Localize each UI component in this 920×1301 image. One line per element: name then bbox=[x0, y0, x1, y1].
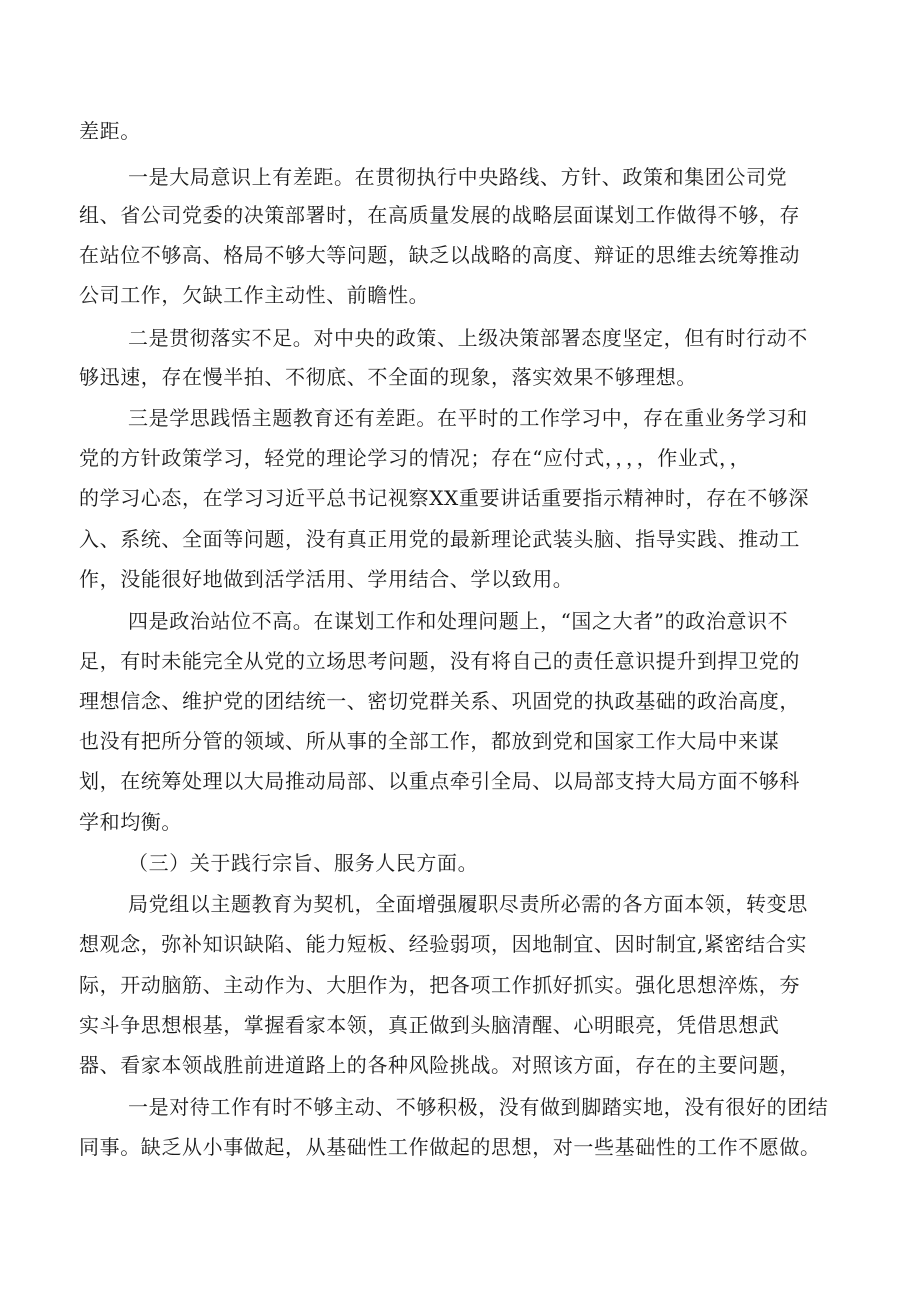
text-line: 三是学思践悟主题教育还有差距。在平时的工作学习中，存在重业务学习和 bbox=[128, 406, 808, 430]
text-line: 学和均衡。 bbox=[79, 810, 182, 834]
text-line: 足，有时未能完全从党的立场思考问题，没有将自己的责任意识提升到捍卫党的 bbox=[79, 649, 800, 673]
text-line: 组、省公司党委的决策部署时，在高质量发展的战略层面谋划工作做得不够，存 bbox=[79, 203, 800, 227]
text-line: 理想信念、维护党的团结统一、密切党群关系、巩固党的执政基础的政治高度， bbox=[79, 689, 800, 713]
text-line: 际，开动脑筋、主动作为、大胆作为，把各项工作抓好抓实。强化思想淬炼，夯 bbox=[79, 973, 800, 997]
text-line: 同事。缺乏从小事做起，从基础性工作做起的思想，对一些基础性的工作不愿做。 bbox=[79, 1135, 821, 1159]
text-line: 的学习心态，在学习习近平总书记视察XX重要讲话重要指示精神时，存在不够深 bbox=[79, 486, 810, 510]
text-line: 够迅速，存在慢半拍、不彻底、不全面的现象，落实效果不够理想。 bbox=[79, 365, 697, 389]
text-line: 公司工作，欠缺工作主动性、前瞻性。 bbox=[79, 283, 430, 307]
text-line: 局党组以主题教育为契机，全面增强履职尽责所必需的各方面本领，转变思 bbox=[128, 892, 808, 916]
text-line: 四是政治站位不高。在谋划工作和处理问题上，“国之大者”的政治意识不 bbox=[128, 609, 789, 633]
text-line: 一是对待工作有时不够主动、不够积极，没有做到脚踏实地，没有很好的团结 bbox=[128, 1095, 829, 1119]
section-heading: （三）关于践行宗旨、服务人民方面。 bbox=[128, 851, 479, 875]
text-line: 党的方针政策学习，轻党的理论学习的情况；存在“应付式，，，，作业式，， bbox=[79, 446, 751, 470]
text-line: 差距。 bbox=[79, 119, 141, 143]
text-line: 作，没能很好地做到活学活用、学用结合、学以致用。 bbox=[79, 567, 574, 591]
text-line: 在站位不够高、格局不够大等问题，缺乏以战略的高度、辩证的思维去统筹推动 bbox=[79, 243, 800, 267]
text-line: 实斗争思想根基，掌握看家本领，真正做到头脑清醒、心明眼亮，凭借思想武 bbox=[79, 1013, 780, 1037]
text-line: 划，在统筹处理以大局推动局部、以重点牵引全局、以局部支持大局方面不够科 bbox=[79, 769, 800, 793]
text-line: 一是大局意识上有差距。在贯彻执行中央路线、方针、政策和集团公司党 bbox=[128, 165, 788, 189]
text-line: 二是贯彻落实不足。对中央的政策、上级决策部署态度坚定，但有时行动不 bbox=[128, 326, 808, 350]
text-line: 想观念，弥补知识缺陷、能力短板、经验弱项，因地制宜、因时制宜,紧密结合实 bbox=[79, 932, 807, 956]
text-line: 也没有把所分管的领域、所从事的全部工作，都放到党和国家工作大局中来谋 bbox=[79, 729, 780, 753]
text-line: 入、系统、全面等问题，没有真正用党的最新理论武装头脑、指导实践、推动工 bbox=[79, 527, 800, 551]
text-line: 器、看家本领战胜前进道路上的各种风险挑战。对照该方面，存在的主要问题， bbox=[79, 1053, 800, 1077]
